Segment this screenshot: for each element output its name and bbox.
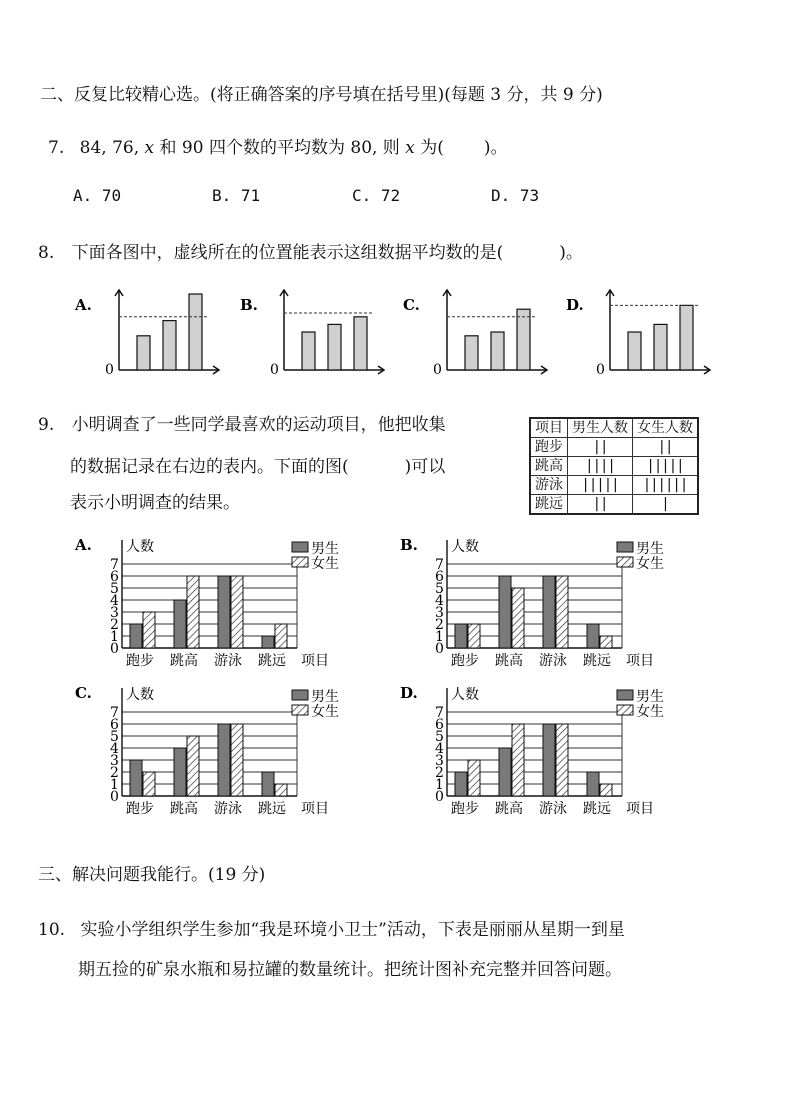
q9-legend-boys: 男生 [311,689,339,705]
q9-x-axis-label: 项目 [626,801,654,817]
q9-bar-girls [143,772,155,796]
q9-y-tick-label: 7 [110,705,119,721]
q7-number: 7. [48,138,65,158]
q8-bar [680,305,693,370]
table-row [530,476,698,495]
q9-y-axis-label: 人数 [126,539,154,555]
q8-chart-label: B. [240,296,258,314]
q9-chart-label: D. [400,684,418,702]
q8-origin-label: 0 [433,362,442,378]
question-9-line1 [38,410,446,435]
q7-var: x [144,138,155,158]
q9-legend-swatch-girls [617,705,633,715]
q9-chart-label: C. [75,684,92,702]
q9-bar-girls [275,624,287,648]
q9-line2b: )可以 [404,457,446,477]
q8-bar [517,309,530,370]
q9-y-tick-label: 6 [110,569,119,585]
q9-x-tick-label: 跳远 [258,801,286,817]
q9-legend-boys: 男生 [636,689,664,705]
survey-girls-tally: || [633,438,699,457]
q9-bar-boys [218,724,230,796]
q9-y-tick-label: 5 [435,581,444,597]
survey-item: 跳高 [530,457,568,476]
q9-number: 9. [38,415,55,435]
q9-x-tick-label: 跑步 [451,801,479,817]
q8-chart-label: A. [75,296,92,314]
q9-x-axis-label: 项目 [301,653,329,669]
q9-y-tick-label: 7 [435,705,444,721]
q9-bar-boys [587,772,599,796]
survey-header: 女生人数 [633,418,699,438]
q8-bar [654,324,667,370]
q9-legend-girls: 女生 [311,704,339,720]
q9-bar-girls [275,784,287,796]
q8-bar [465,336,478,370]
q9-bar-boys [174,600,186,648]
q9-legend-girls: 女生 [636,556,664,572]
q9-y-tick-label: 0 [435,789,444,805]
q7-option-d[interactable]: D. 73 [491,186,540,205]
q9-bar-girls [231,576,243,648]
q7-text-b: 和 90 四个数的平均数为 80, 则 [154,138,406,158]
q9-y-tick-label: 4 [435,593,444,609]
q9-y-tick-label: 3 [435,605,444,621]
q9-y-tick-label: 5 [435,729,444,745]
q9-x-tick-label: 跑步 [126,653,154,669]
q9-y-tick-label: 6 [110,717,119,733]
q9-line2a: 的数据记录在右边的表内。下面的图( [70,457,349,477]
q9-legend-swatch-boys [617,690,633,700]
q9-y-tick-label: 4 [110,741,119,757]
q8-bar [189,294,202,370]
q8-chart-label: D. [566,296,584,314]
q9-y-tick-label: 2 [435,765,444,781]
q9-legend-boys: 男生 [311,541,339,557]
q9-bar-girls [556,576,568,648]
q9-line1: 小明调查了一些同学最喜欢的运动项目，他把收集 [71,415,446,435]
q9-y-tick-label: 2 [110,617,119,633]
q9-y-tick-label: 6 [435,569,444,585]
section-2-title: 二、反复比较精心选。(将正确答案的序号填在括号里)(每题 3 分，共 9 分) [40,85,603,105]
q9-bar-boys [587,624,599,648]
question-7 [48,133,508,158]
q8-chart-label: C. [403,296,420,314]
q9-y-tick-label: 3 [110,753,119,769]
q9-bar-boys [262,772,274,796]
q9-bar-girls [468,760,480,796]
q8-bar [163,321,176,370]
q9-bar-boys [499,576,511,648]
q9-y-axis-label: 人数 [451,539,479,555]
question-8 [38,238,583,263]
q9-y-tick-label: 5 [110,729,119,745]
q9-y-tick-label: 1 [110,777,119,793]
q9-bar-boys [130,624,142,648]
q9-x-tick-label: 跳高 [170,801,198,817]
q9-y-tick-label: 7 [435,557,444,573]
q9-y-tick-label: 2 [435,617,444,633]
q9-x-tick-label: 游泳 [539,653,567,669]
q9-bar-girls [556,724,568,796]
q9-y-tick-label: 1 [435,629,444,645]
q9-bar-girls [600,784,612,796]
q9-x-tick-label: 跳高 [495,801,523,817]
q9-bar-girls [600,636,612,648]
q8-number: 8. [38,243,55,263]
q9-y-tick-label: 7 [110,557,119,573]
question-9-line2 [70,452,445,477]
q10-number: 10. [38,920,66,940]
q7-option-b[interactable]: B. 71 [212,186,261,205]
question-9-line3: 表示小明调查的结果。 [70,493,240,513]
q8-bar [302,332,315,370]
q7-option-c[interactable]: C. 72 [352,186,401,205]
q9-x-tick-label: 跳高 [495,653,523,669]
q9-y-axis-label: 人数 [126,687,154,703]
survey-girls-tally: ||||| [633,457,699,476]
q9-y-tick-label: 0 [435,641,444,657]
q9-chart-label: A. [75,536,92,554]
survey-boys-tally: || [568,495,633,515]
q9-bar-girls [512,588,524,648]
q9-bar-boys [455,624,467,648]
q9-bar-girls [187,736,199,796]
section-3-title: 三、解决问题我能行。(19 分) [38,865,266,885]
q7-text-d: )。 [483,138,508,158]
q8-text: 下面各图中，虚线所在的位置能表示这组数据平均数的是( [71,243,504,263]
q9-bar-boys [455,772,467,796]
q9-legend-swatch-girls [617,557,633,567]
q8-bar [354,317,367,370]
q8-origin-label: 0 [270,362,279,378]
q9-bar-boys [262,636,274,648]
q9-legend-swatch-girls [292,557,308,567]
q9-y-tick-label: 3 [435,753,444,769]
survey-item: 游泳 [530,476,568,495]
q9-x-axis-label: 项目 [301,801,329,817]
q9-bar-charts [0,530,790,830]
survey-girls-tally: | [633,495,699,515]
table-row [530,495,698,515]
question-10-line2: 期五捡的矿泉水瓶和易拉罐的数量统计。把统计图补充完整并回答问题。 [78,960,622,980]
q9-legend-boys: 男生 [636,541,664,557]
question-10-line1 [38,915,625,940]
q9-bar-boys [130,760,142,796]
q9-bar-boys [543,724,555,796]
survey-item: 跑步 [530,438,568,457]
survey-boys-tally: |||| [568,457,633,476]
q9-x-tick-label: 跳高 [170,653,198,669]
q9-legend-swatch-boys [292,690,308,700]
survey-header: 项目 [530,418,568,438]
q9-y-tick-label: 4 [110,593,119,609]
q8-bar [491,332,504,370]
q8-charts [0,280,790,390]
survey-item: 跳远 [530,495,568,515]
q9-y-tick-label: 4 [435,741,444,757]
survey-header-row [530,418,698,438]
q9-y-tick-label: 0 [110,641,119,657]
q9-x-tick-label: 跳远 [258,653,286,669]
q9-legend-swatch-boys [617,542,633,552]
q8-text-end: )。 [559,243,583,263]
q9-legend-swatch-boys [292,542,308,552]
q7-text-c: 为( [414,138,444,158]
q9-x-tick-label: 跳远 [583,653,611,669]
q9-x-tick-label: 游泳 [214,801,242,817]
q9-bar-boys [174,748,186,796]
table-row [530,438,698,457]
q9-y-tick-label: 1 [110,629,119,645]
q9-y-tick-label: 5 [110,581,119,597]
q7-text-a: 84, 76, [79,138,145,158]
q9-bar-boys [499,748,511,796]
q9-y-tick-label: 0 [110,789,119,805]
survey-boys-tally: || [568,438,633,457]
q10-line1: 实验小学组织学生参加“我是环境小卫士”活动，下表是丽丽从星期一到星 [80,920,625,940]
q9-bar-girls [187,576,199,648]
q9-bar-boys [218,576,230,648]
q9-x-tick-label: 跑步 [451,653,479,669]
q9-legend-girls: 女生 [636,704,664,720]
q9-y-tick-label: 3 [110,605,119,621]
q9-x-tick-label: 跳远 [583,801,611,817]
q9-y-tick-label: 2 [110,765,119,781]
q7-option-a[interactable]: A. 70 [73,186,122,205]
survey-boys-tally: ||||| [568,476,633,495]
q8-origin-label: 0 [105,362,114,378]
survey-girls-tally: |||||| [633,476,699,495]
q9-bar-girls [143,612,155,648]
q9-x-tick-label: 游泳 [539,801,567,817]
q8-bar [137,336,150,370]
q7-var2: x [405,138,415,158]
q9-y-axis-label: 人数 [451,687,479,703]
q9-y-tick-label: 1 [435,777,444,793]
q9-legend-girls: 女生 [311,556,339,572]
q9-bar-boys [543,576,555,648]
table-row [530,457,698,476]
q9-chart-label: B. [400,536,418,554]
q9-bar-girls [468,624,480,648]
survey-table [529,417,699,515]
q9-x-tick-label: 跑步 [126,801,154,817]
q9-y-tick-label: 6 [435,717,444,733]
q8-origin-label: 0 [596,362,605,378]
q8-bar [628,332,641,370]
q9-bar-girls [231,724,243,796]
q8-bar [328,324,341,370]
q9-bar-girls [512,724,524,796]
q9-x-axis-label: 项目 [626,653,654,669]
q9-legend-swatch-girls [292,705,308,715]
survey-header: 男生人数 [568,418,633,438]
q9-x-tick-label: 游泳 [214,653,242,669]
